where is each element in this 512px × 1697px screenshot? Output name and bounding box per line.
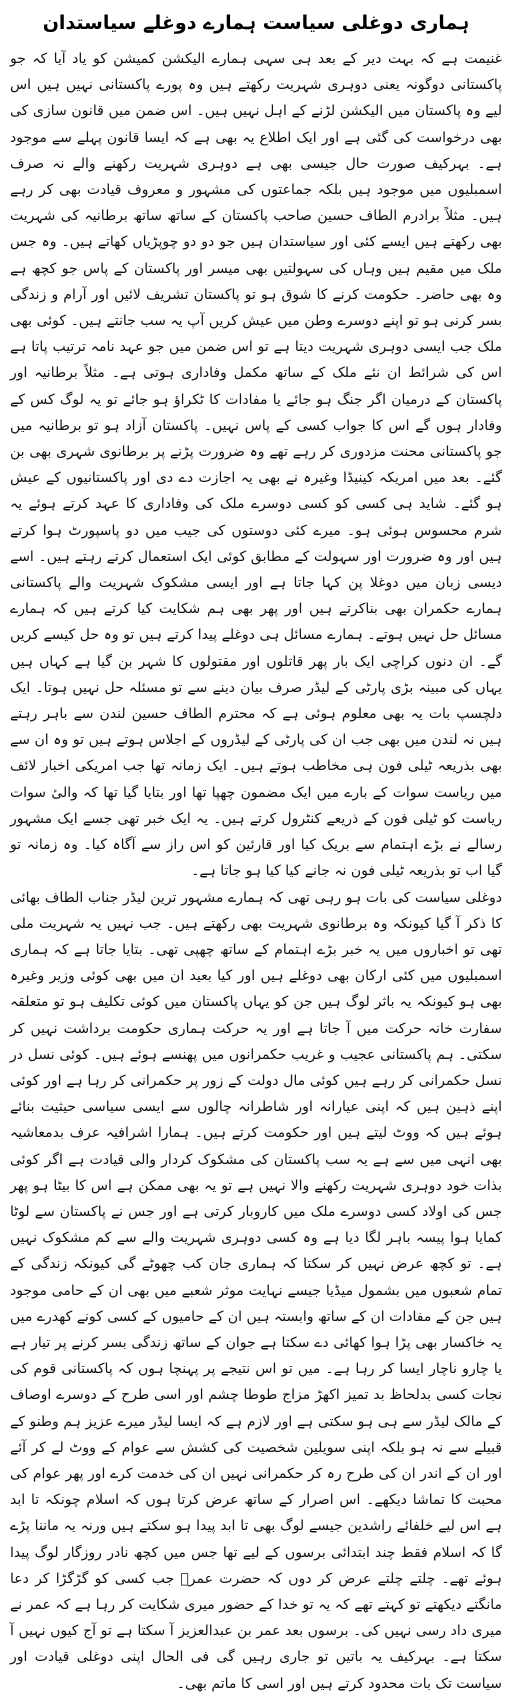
article-paragraph-1: غنیمت ہے کہ بہت دیر کے بعد ہی سہی ہمارے الیکشن کمیشن کو یاد آیا کہ جو پاکستانی دوگونہ یعنی دوہری شہریت رکھتے ہیں وہ پورے پاکستانی نہیں ہیں اس لیے وہ پاکستان میں الیکشن لڑنے کے اہل نہیں ہیں۔ اس ضمن میں قانون سازی کی بھی درخواست کی گئی ہے اور ایک اطلاع یہ بھی ہے کہ ایسا قانون پہلے سے موجود ہے۔ بہرکیف صورت حال جیسی بھی ہے دوہری شہریت رکھنے والے نہ صرف اسمبلیوں میں موجود ہیں بلکہ جماعتوں کی مشہور و معروف قیادت بھی کر رہے ہیں۔ مثلاً برادرم الطاف حسین صاحب پاکستان کے ساتھ ساتھ برطانیہ کی شہریت بھی رکھتے ہیں ایسے کئی اور سیاستدان ہیں جو دو دو چوپڑیاں کھاتے ہیں۔ وہ جس ملک میں مقیم ہیں وہاں کی سہولتیں بھی میسر اور پاکستان کے پاس جو کچھ ہے وہ بھی حاضر۔ حکومت کرنے کا شوق ہو تو پاکستان تشریف لائیں اور آرام و زندگی بسر کرنی ہو تو اپنے دوسرے وطن میں عیش کریں آپ یہ سب جانتے ہیں۔ کوئی بھی ملک جب ایسی دوہری شہریت دیتا ہے تو اس ضمن میں جو عہد نامہ ترتیب پاتا ہے اس کی شرائط ان نئے ملک کے ساتھ مکمل وفاداری ہوتی ہے۔ مثلاً برطانیہ اور پاکستان کے درمیان اگر جنگ ہو جائے یا مفادات کا ٹکراؤ ہو جائے تو یہ لوگ کس کے وفادار ہوں گے اس کا جواب کسی کے پاس نہیں۔ پاکستان آزاد ہو تو برطانیہ میں جو پاکستانی محنت مزدوری کر رہے تھے وہ ضرورت پڑنے پر برطانوی شہری بھی بن گئے۔ بعد میں امریکہ کینیڈا وغیرہ نے بھی یہ اجازت دے دی اور پاکستانیوں کے عیش ہو گئے۔ شاید ہی کسی کو کسی دوسرے ملک کی وفاداری کا عہد کرتے ہوئے یہ شرم محسوس ہوئی ہو۔ میرے کئی دوستوں کی جیب میں دو پاسپورٹ ہوا کرتے ہیں اور وہ ضرورت اور سہولت کے مطابق کوئی ایک استعمال کرتے رہتے ہیں۔ اسے دیسی زبان میں دوغلا پن کہا جاتا ہے اور ایسی مشکوک شہریت والے پاکستانی ہمارے حکمران بھی بناکرتے ہیں اور پھر بھی ہم شکایت کیا کرتے ہیں کہ ہمارے مسائل حل نہیں ہوتے۔ ہمارے مسائل ہی دوغلے پیدا کرتے ہیں تو وہ حل کیسے کریں گے۔ ان دنوں کراچی ایک بار پھر قاتلوں اور مقتولوں کا شہر بن گیا ہے کہاں ہیں یہاں کی مبینہ بڑی پارٹی کے لیڈر صرف بیان دینے سے تو مسئلہ حل نہیں ہوتا۔ ایک دلچسپ بات یہ بھی معلوم ہوئی ہے کہ محترم الطاف حسین لندن سے باہر رہتے ہیں نہ لندن میں بھی جب ان کی پارٹی کے لیڈروں کے اجلاس ہوتے ہیں تو وہ ان سے بھی بذریعہ ٹیلی فون ہی مخاطب ہوتے ہیں۔ ایک زمانہ تھا جب امریکی اخبار لائف میں ریاست سوات کے بارے میں ایک مضمون چھپا تھا اور بتایا گیا تھا کہ والیٔ سوات ریاست کو ٹیلی فون کے ذریعے کنٹرول کرتے ہیں۔ یہ ایک خبر تھی جسے ایک مشہور رسالے نے بڑے اہتمام سے بریک کیا اور قارئین کو اس راز سے آگاہ کیا۔ وہ زمانہ تو گیا اب تو بذریعہ ٹیلی فون نہ جانے کیا کیا ہو جاتا ہے۔ [10,51,502,880]
article-paragraph-2: دوغلی سیاست کی بات ہو رہی تھی کہ ہمارے مشہور ترین لیڈر جناب الطاف بھائی کا ذکر آ گیا کیونکہ وہ برطانوی شہریت بھی رکھتے ہیں۔ جب نہیں یہ شہریت ملی تھی تو اخباروں میں یہ خبر بڑے اہتمام کے ساتھ چھپی تھی۔ بتایا جاتا ہے کہ ہماری اسمبلیوں میں کئی ارکان بھی دوغلے ہیں اور کیا بعید ان میں بھی کوئی وزیر وغیرہ بھی ہو کیونکہ یہ باثر لوگ ہیں جن کو یہاں پاکستان میں کوئی تکلیف ہو تو متعلقہ سفارت خانہ حرکت میں آ جاتا ہے اور یہ حرکت ہماری حکومت برداشت نہیں کر سکتی۔ ہم پاکستانی عجیب و غریب حکمرانوں میں پھنسے ہوئے ہیں۔ کوئی نسل در نسل حکمرانی کر رہے ہیں کوئی مال دولت کے زور پر حکمرانی کر رہا ہے اور کوئی اپنے ذہین ہیں کہ اپنی عیارانہ اور شاطرانہ چالوں سے ایسی سیاسی حیثیت بنائے ہوئے ہیں کہ ووٹ لیتے ہیں اور حکومت کرتے ہیں۔ ہمارا اشرافیہ عرف بدمعاشیہ بھی انہی میں سے ہے یہ سب پاکستان کی مشکوک کردار والی قیادت ہے اگر کوئی بذات خود دوہری شہریت رکھنے والا نہیں ہے تو یہ بھی ممکن ہے اس کا بیٹا ہو پھر جس کی اولاد کسی دوسرے ملک میں کاروبار کرتی ہے اور جس نے پاکستان سے لوٹا کمایا ہوا پیسہ باہر لگا دیا ہے وہ کسی دوہری شہریت والے سے کم مشکوک نہیں ہے۔ تو کچھ عرض نہیں کر سکتا کہ ہماری جان کب چھوٹے گی کیونکہ زندگی کے تمام شعبوں میں بشمول میڈیا جیسے نہایت موثر شعبے میں بھی ان کے حامی موجود ہیں جن کے مفادات ان کے ساتھ وابستہ ہیں ان کے حامیوں کے کسی کونے کھدرے میں یہ خاکسار بھی پڑا ہوا کھائی دے سکتا ہے جوان کے ساتھ زندگی بسر کرنے پر تیار ہے یا چارو ناچار ایسا کر رہا ہے۔ میں تو اس نتیجے پر پہنچا ہوں کہ پاکستانی قوم کی نجات کسی بدلحاظ بد تمیز اکھڑ مزاج طوطا چشم اور اسی طرح کے دوسرے اوصاف کے مالک لیڈر سے ہی ہو سکتی ہے اور لازم ہے کہ ایسا لیڈر میرے عزیز ہم وطنو کے قبیلے سے نہ ہو بلکہ اپنی سویلین شخصیت کی کشش سے عوام کے ووٹ لے کر آئے اور ان کے اندر ان کی طرح رہ کر حکمرانی نہیں ان کی خدمت کرے اور پھر عوام کی محبت کا تماشا دیکھے۔ اس اصرار کے ساتھ عرض کرتا ہوں کہ اسلام چونکہ تا ابد ہے اس لیے خلفائے راشدین جیسے لوگ بھی تا ابد پیدا ہو سکتے ہیں ورنہ یہ ماننا پڑے گا کہ اسلام فقط چند ابتدائی برسوں کے لیے تھا جس میں کچھ نادر روزگار لوگ پیدا ہوئے تھے۔ چلتے چلتے عرض کر دوں کہ حضرت عمرؓ جب کسی کو گڑگڑا کر دعا مانگتے دیکھتے تو کہتے تھے کہ یہ تو خدا کے حضور میری شکایت کر رہا ہے کہ عمر نے میری داد رسی نہیں کی۔ برسوں بعد عمر بن عبدالعزیز آ سکتا ہے تو آج کیوں نہیں آ سکتا ہے۔ بہرکیف یہ باتیں تو جاری رہیں گی فی الحال اپنی دوغلی قیادت اور سیاست تک بات محدود کرتے ہیں اور اسی کا ماتم بھی۔ [10,889,502,1692]
article-headline: ہماری دوغلی سیاست ہمارے دوغلے سیاستدان [42,12,470,34]
article-body [10,46,502,1697]
